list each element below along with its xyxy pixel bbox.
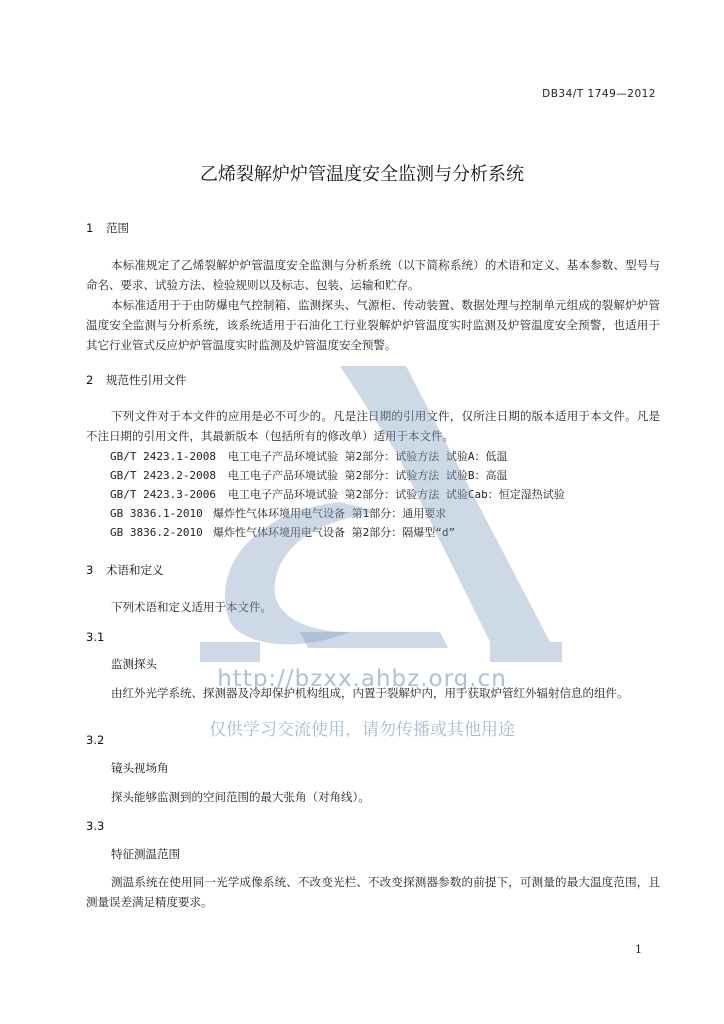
watermark-url: http://bzxx.ahbz.org.cn (217, 666, 507, 692)
reference-code: GB 3836.2-2010 (110, 526, 203, 539)
reference-code: GB/T 2423.1-2008 (110, 450, 216, 463)
term-number: 3.1 (86, 630, 105, 644)
section-number: 2 (86, 373, 94, 387)
section-title: 规范性引用文件 (106, 373, 187, 387)
scope-paragraph-1: 本标准规定了乙烯裂解炉炉管温度安全监测与分析系统（以下简称系统）的术语和定义、基本参数、型号与命名、要求、试验方法、检验规则以及标志、包装、运输和贮存。 (86, 258, 660, 292)
section-number: 1 (86, 221, 94, 235)
reference-code: GB/T 2423.2-2008 (110, 469, 216, 482)
term-definition: 探头能够监测到的空间范围的最大张角（对角线）。 (111, 790, 370, 804)
term-name: 监测探头 (111, 657, 157, 671)
term-definition: 由红外光学系统、探测器及冷却保护机构组成，内置于裂解炉内，用于获取炉管红外辐射信息的组件。 (111, 686, 629, 700)
reference-code: GB 3836.1-2010 (110, 507, 203, 520)
reference-title: 电工电子产品环境试验 第2部分：试验方法 试验B：高温 (228, 469, 508, 482)
section-title: 范围 (106, 221, 129, 235)
term-name: 特征测温范围 (111, 847, 180, 861)
section-1-heading (86, 220, 129, 236)
normative-refs-intro: 下列文件对于本文件的应用是必不可少的。凡是注日期的引用文件，仅所注日期的版本适用于本文件。凡是不注日期的引用文件，其最新版本（包括所有的修改单）适用于本文件。 (86, 409, 660, 443)
watermark-note: 仅供学习交流使用，请勿传播或其他用途 (209, 720, 515, 740)
term-definition: 测温系统在使用同一光学成像系统、不改变光栏、不改变探测器参数的前提下，可测量的最大温度范围，且测量误差满足精度要求。 (86, 875, 660, 909)
section-3-heading (86, 562, 164, 578)
document-title: 乙烯裂解炉炉管温度安全监测与分析系统 (200, 164, 524, 185)
page-number: 1 (635, 943, 642, 956)
reference-title: 爆炸性气体环境用电气设备 第1部分：通用要求 (213, 507, 447, 520)
terms-intro: 下列术语和定义适用于本文件。 (111, 600, 272, 614)
section-number: 3 (86, 563, 94, 577)
section-2-heading (86, 372, 187, 388)
reference-title: 爆炸性气体环境用电气设备 第2部分：隔爆型“d” (213, 526, 456, 539)
reference-code: GB/T 2423.3-2006 (110, 488, 216, 501)
watermark-logo (190, 362, 570, 666)
term-number: 3.2 (86, 733, 105, 747)
reference-title: 电工电子产品环境试验 第2部分：试验方法 试验A：低温 (228, 450, 508, 463)
reference-title: 电工电子产品环境试验 第2部分：试验方法 试验Cab：恒定湿热试验 (228, 488, 565, 501)
term-name: 镜头视场角 (111, 761, 169, 775)
standard-code: DB34/T 1749—2012 (542, 88, 656, 100)
term-number: 3.3 (86, 819, 105, 833)
section-title: 术语和定义 (106, 563, 164, 577)
scope-paragraph-2: 本标准适用于于由防爆电气控制箱、监测探头、气源柜、传动装置、数据处理与控制单元组成的裂解炉炉管温度安全监测与分析系统，该系统适用于石油化工行业裂解炉炉管温度实时监测及炉管温度安全预警，也适用于其它行业管式反应炉炉管温度实时监测及炉管温度安全预警。 (86, 298, 660, 352)
